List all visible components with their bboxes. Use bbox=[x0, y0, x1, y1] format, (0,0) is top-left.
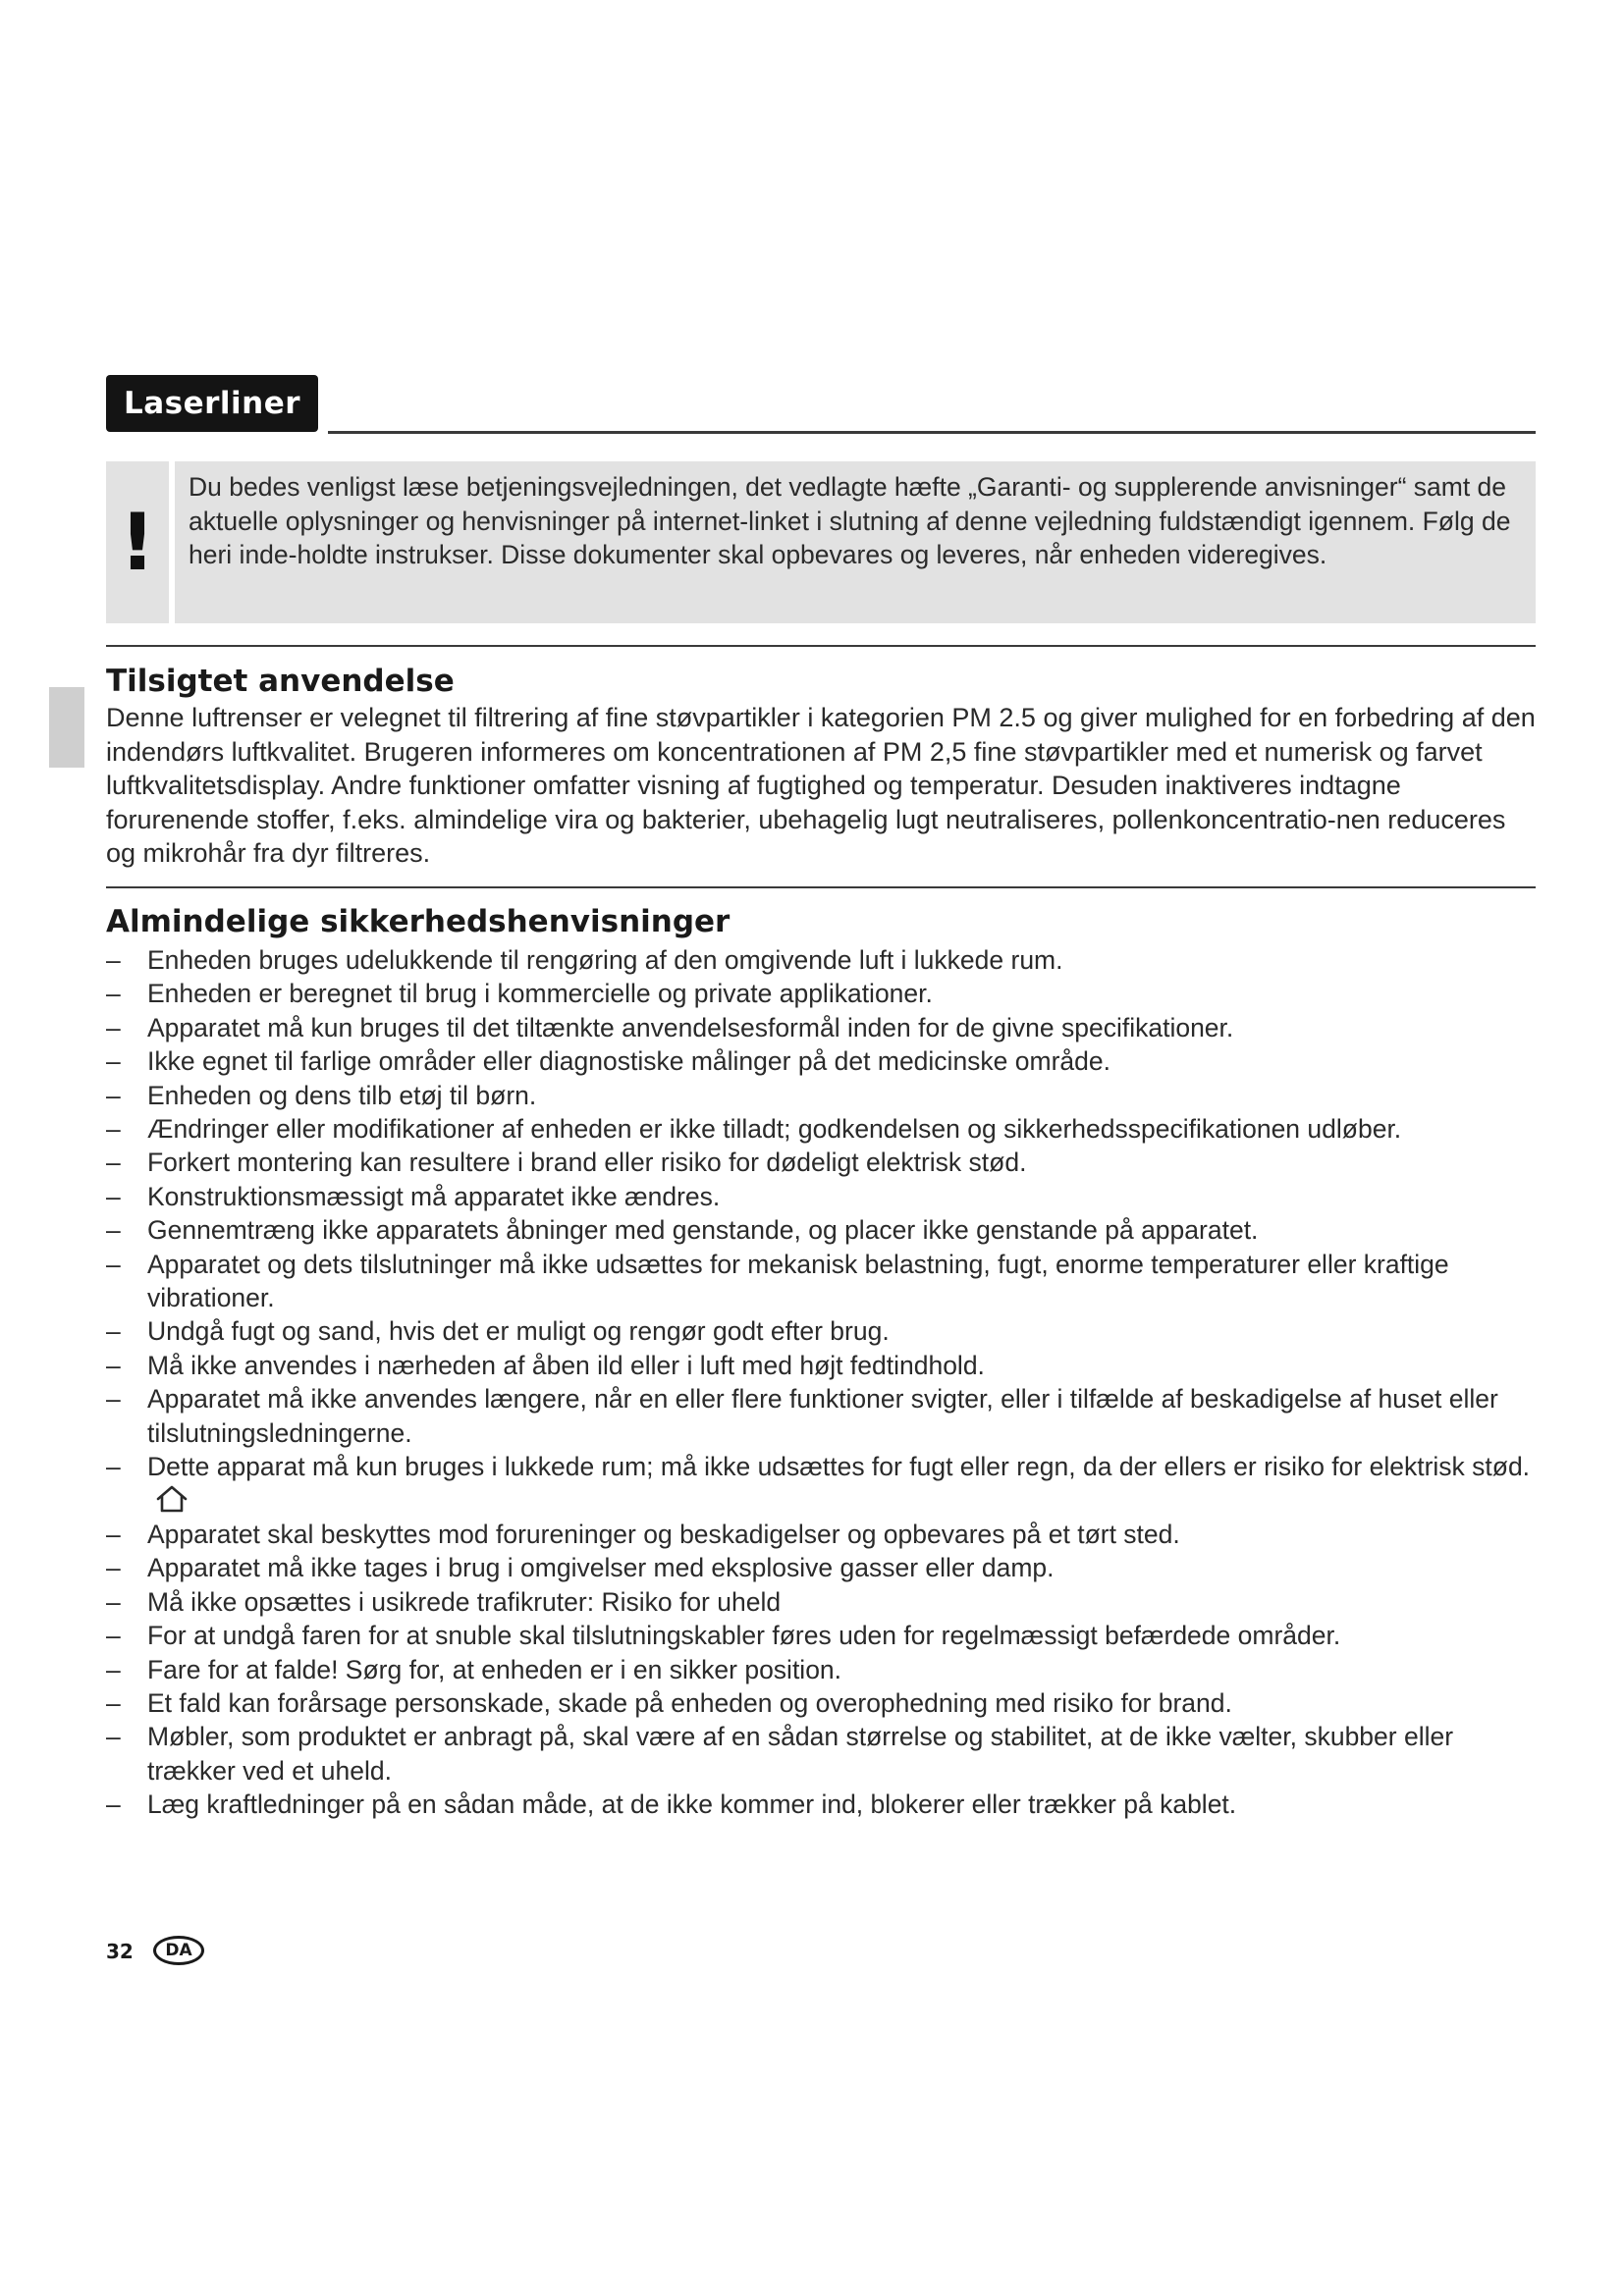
intended-use-text: Denne luftrenser er velegnet til filtrering af fine støvpartikler i kategorien PM 2.5 og giver mulighed for en forbedring af den indendørs luftkvalitet. Brugeren informeres om koncentrationen af PM 2,5 fine støvpartikler med et numerisk og farvet luftkvalitetsdisplay. Andre funktioner omfatter visning af fugtighed og temperatur. Desuden inaktiveres indtagne forurenende stoffer, f.eks. almindelige vira og bakterier, ubehagelig lugt neutraliseres, pollenkoncentratio-nen reduceres og mikrohår fra dyr filtreres. bbox=[106, 703, 1536, 869]
list-item-text: Apparatet må ikke anvendes længere, når en eller flere funktioner svigter, eller i tilfælde af beskadigelse af huset eller tilslutningsledningerne. bbox=[147, 1384, 1498, 1448]
language-badge: DA bbox=[153, 1936, 204, 1965]
list-item bbox=[106, 1213, 1540, 1247]
list-item-text: Gennemtræng ikke apparatets åbninger med genstande, og placer ikke genstande på apparatet. bbox=[147, 1215, 1259, 1246]
house-icon bbox=[155, 1484, 189, 1514]
dash-bullet: – bbox=[106, 1148, 121, 1178]
list-item bbox=[106, 1011, 1540, 1044]
list-item-text: Apparatet og dets tilslutninger må ikke udsættes for mekanisk belastning, fugt, enorme temperaturer eller kraftige vibrationer. bbox=[147, 1249, 1449, 1313]
list-item bbox=[106, 1450, 1540, 1518]
dash-bullet: – bbox=[106, 1384, 121, 1415]
list-item-text: Konstruktionsmæssigt må apparatet ikke ændres. bbox=[147, 1181, 721, 1211]
page-number: 32 bbox=[106, 1940, 134, 1963]
list-item-text: Læg kraftledninger på en sådan måde, at de ikke kommer ind, blokerer eller trækker på kablet. bbox=[147, 1789, 1237, 1820]
dash-bullet: – bbox=[106, 1114, 121, 1145]
list-item bbox=[106, 1518, 1540, 1551]
list-item-text: Må ikke anvendes i nærheden af åben ild eller i luft med højt fedtindhold. bbox=[147, 1350, 985, 1380]
list-item-text: Enheden bruges udelukkende til rengøring af den omgivende luft i lukkede rum. bbox=[147, 945, 1063, 975]
list-item-text: Ændringer eller modifikationer af enheden er ikke tilladt; godkendelsen og sikkerhedsspecifikationen udløber. bbox=[147, 1114, 1402, 1145]
dash-bullet: – bbox=[106, 1553, 121, 1583]
notice-box bbox=[106, 461, 1536, 623]
list-item bbox=[106, 1146, 1540, 1179]
dash-bullet: – bbox=[106, 1012, 121, 1042]
dash-bullet: – bbox=[106, 1519, 121, 1549]
list-item bbox=[106, 1044, 1540, 1078]
header-rule bbox=[328, 431, 1536, 434]
list-item bbox=[106, 1314, 1540, 1348]
dash-bullet: – bbox=[106, 1249, 121, 1279]
list-item bbox=[106, 1551, 1540, 1584]
list-item-text: Et fald kan forårsage personskade, skade på enheden og overophedning med risiko for brand. bbox=[147, 1687, 1232, 1718]
safety-list bbox=[106, 943, 1540, 1822]
list-item bbox=[106, 1248, 1540, 1315]
section-divider-2 bbox=[106, 886, 1536, 888]
list-item-text: Møbler, som produktet er anbragt på, skal være af en sådan størrelse og stabilitet, at de ikke vælter, skubber eller trækker ved et uheld. bbox=[147, 1722, 1454, 1786]
dash-bullet: – bbox=[106, 1046, 121, 1077]
list-item bbox=[106, 1112, 1540, 1146]
dash-bullet: – bbox=[106, 1722, 121, 1752]
list-item bbox=[106, 1619, 1540, 1652]
section-divider-1 bbox=[106, 645, 1536, 647]
list-item-text: Forkert montering kan resultere i brand eller risiko for dødeligt elektrisk stød. bbox=[147, 1148, 1027, 1178]
dash-bullet: – bbox=[106, 979, 121, 1009]
list-item-text: Ikke egnet til farlige områder eller diagnostiske målinger på det medicinske område. bbox=[147, 1046, 1110, 1077]
list-item bbox=[106, 1180, 1540, 1213]
list-item bbox=[106, 943, 1540, 977]
list-item bbox=[106, 1382, 1540, 1450]
list-item-text: Apparatet skal beskyttes mod forureninger og beskadigelser og opbevares på et tørt sted. bbox=[147, 1519, 1180, 1549]
dash-bullet: – bbox=[106, 1687, 121, 1718]
dash-bullet: – bbox=[106, 945, 121, 975]
dash-bullet: – bbox=[106, 1316, 121, 1347]
dash-bullet: – bbox=[106, 1080, 121, 1110]
laserliner-logo: Laserliner bbox=[106, 375, 318, 432]
list-item-text: For at undgå faren for at snuble skal tilslutningskabler føres uden for regelmæssigt befærdede områder. bbox=[147, 1621, 1341, 1651]
list-item-text: Dette apparat må kun bruges i lukkede rum; må ikke udsættes for fugt eller regn, da der ellers er risiko for elektrisk stød. bbox=[147, 1452, 1531, 1482]
list-item bbox=[106, 1585, 1540, 1619]
list-item-text: Enheden er beregnet til brug i kommercielle og private applikationer. bbox=[147, 979, 933, 1009]
list-item bbox=[106, 1686, 1540, 1720]
list-item-text: Apparatet må ikke tages i brug i omgivelser med eksplosive gasser eller damp. bbox=[147, 1553, 1055, 1583]
dash-bullet: – bbox=[106, 1789, 121, 1820]
list-item bbox=[106, 1720, 1540, 1788]
dash-bullet: – bbox=[106, 1452, 121, 1482]
dash-bullet: – bbox=[106, 1621, 121, 1651]
safety-heading: Almindelige sikkerhedshenvisninger bbox=[106, 904, 731, 939]
list-item-text: Undgå fugt og sand, hvis det er muligt og rengør godt efter brug. bbox=[147, 1316, 890, 1347]
list-item bbox=[106, 1788, 1540, 1821]
list-item bbox=[106, 1349, 1540, 1382]
dash-bullet: – bbox=[106, 1181, 121, 1211]
list-item bbox=[106, 1653, 1540, 1686]
side-tab-marker bbox=[49, 687, 84, 768]
dash-bullet: – bbox=[106, 1350, 121, 1380]
list-item-text: Må ikke opsættes i usikrede trafikruter: Risiko for uheld bbox=[147, 1586, 782, 1617]
list-item-text: Apparatet må kun bruges til det tiltænkte anvendelsesformål inden for de givne specifikationer. bbox=[147, 1012, 1234, 1042]
list-item bbox=[106, 977, 1540, 1010]
list-item bbox=[106, 1079, 1540, 1112]
dash-bullet: – bbox=[106, 1586, 121, 1617]
list-item-text: Enheden og dens tilb etøj til børn. bbox=[147, 1080, 537, 1110]
exclamation-icon: ! bbox=[106, 461, 169, 623]
intended-use-heading: Tilsigtet anvendelse bbox=[106, 664, 455, 699]
notice-text: Du bedes venligst læse betjeningsvejledningen, det vedlagte hæfte „Garanti- og supplerende anvisninger“ samt de aktuelle oplysninger og henvisninger på internet-linket i slutning af denne vejledning fuldstændigt igennem. Følg de heri inde-holdte instrukser. Disse dokumenter skal opbevares og leveres, når enheden videregives. bbox=[175, 461, 1536, 623]
dash-bullet: – bbox=[106, 1215, 121, 1246]
dash-bullet: – bbox=[106, 1654, 121, 1684]
list-item-text: Fare for at falde! Sørg for, at enheden er i en sikker position. bbox=[147, 1654, 842, 1684]
